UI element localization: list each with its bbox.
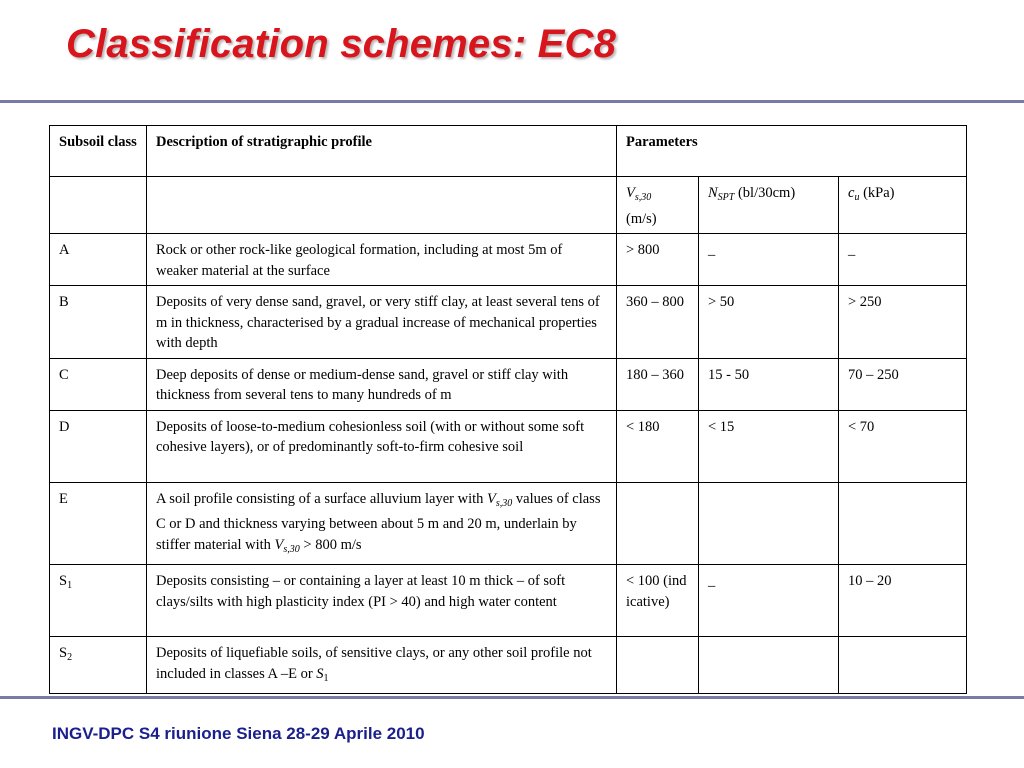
description-cell: Rock or other rock-like geological formation, including at most 5m of weaker material at the surface [147,234,617,286]
cu-cell: < 70 [839,410,967,482]
cu-cell [839,482,967,565]
ec8-classification-table [49,125,967,694]
empty-cell [50,177,147,234]
slide-title: Classification schemes: EC8 [66,22,617,66]
description-cell: Deep deposits of dense or medium-dense sand, gravel or stiff clay with thickness from several tens to many hundreds of m [147,358,617,410]
description-cell: Deposits consisting – or containing a layer at least 10 m thick – of soft clays/silts with high plasticity index (PI > 40) and high water content [147,565,617,637]
parameter-subheader-row [50,177,967,234]
class-cell: $S_2$ [50,637,147,694]
vs30-cell: 180 – 360 [617,358,699,410]
table-header-row [50,126,967,177]
vs30-cell: < 100 (indicative) [617,565,699,637]
vs30-cell: > 800 [617,234,699,286]
header-subsoil-class: Subsoil class [50,126,147,177]
param-nspt: $N_{SPT}$ (bl/30cm) [699,177,839,234]
nspt-cell: _ [699,565,839,637]
param-vs30: $V_{s,30}$ (m/s) [617,177,699,234]
class-cell: E [50,482,147,565]
description-cell: Deposits of very dense sand, gravel, or very stiff clay, at least several tens of m in thickness, characterised by a gradual increase of mechanical properties with depth [147,286,617,359]
header-description: Description of stratigraphic profile [147,126,617,177]
cu-cell: 10 – 20 [839,565,967,637]
bottom-divider [0,696,1024,699]
nspt-cell: < 15 [699,410,839,482]
class-cell: C [50,358,147,410]
table-row [50,358,967,410]
class-cell: A [50,234,147,286]
table-row [50,410,967,482]
header-parameters: Parameters [617,126,967,177]
cu-cell: _ [839,234,967,286]
table-row [50,286,967,359]
description-cell: A soil profile consisting of a surface alluvium layer with $V_{s,30}$ values of class C or D and thickness varying between about 5 m and 20 m, underlain by stiffer material with $V_{s,30} > 800$ m/s [147,482,617,565]
empty-cell [147,177,617,234]
param-cu: $c_u$ (kPa) [839,177,967,234]
table-row [50,234,967,286]
vs30-cell [617,637,699,694]
nspt-cell: > 50 [699,286,839,359]
vs30-cell [617,482,699,565]
nspt-cell: _ [699,234,839,286]
cu-cell [839,637,967,694]
nspt-cell: 15 - 50 [699,358,839,410]
vs30-cell: < 180 [617,410,699,482]
vs30-cell: 360 – 800 [617,286,699,359]
description-cell: Deposits of liquefiable soils, of sensitive clays, or any other soil profile not included in classes A –E or $S_1$ [147,637,617,694]
top-divider [0,100,1024,103]
class-cell: B [50,286,147,359]
table-row [50,637,967,694]
class-cell: D [50,410,147,482]
class-cell: $S_1$ [50,565,147,637]
table-row [50,482,967,565]
nspt-cell [699,482,839,565]
cu-cell: > 250 [839,286,967,359]
cu-cell: 70 – 250 [839,358,967,410]
description-cell: Deposits of loose-to-medium cohesionless soil (with or without some soft cohesive layers), or of predominantly soft-to-firm cohesive soil [147,410,617,482]
slide-footer: INGV-DPC S4 riunione Siena 28-29 Aprile 2010 [52,724,425,743]
nspt-cell [699,637,839,694]
table-row [50,565,967,637]
